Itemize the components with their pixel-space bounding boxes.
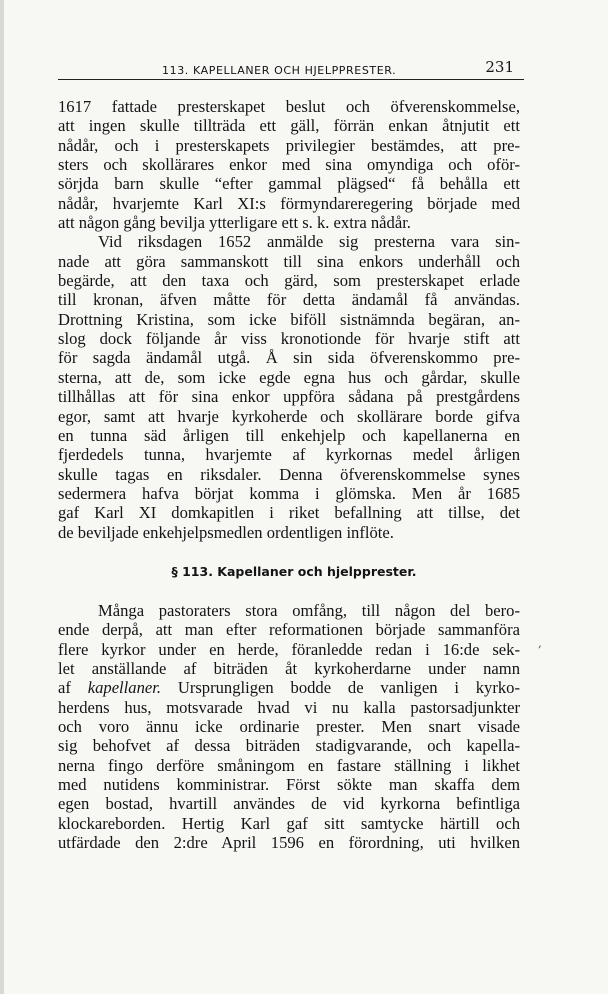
text-line: flere kyrkor under en herde, föranledde redan i 16:de sek- [58, 639, 520, 659]
text-line: gaf Karl XI domkapitlen i riket befallning att tillse, det [58, 503, 520, 523]
text-line: let anställande af biträden åt kyrkoherdarne under namn [58, 658, 520, 678]
text-line: att någon gång bevilja ytterligare ett s. k. extra nådår. [58, 213, 411, 233]
body-text [58, 97, 520, 852]
section-spacer [58, 582, 520, 601]
text-line: nade att göra sammanskott till sina enkors underhåll och [58, 251, 520, 271]
paragraph-kapellaner [58, 601, 520, 852]
text-line: tillhållas att för sina enkor uppföra sådana på prestgårdens [58, 387, 520, 407]
text-line: Många pastoraters stora omfång, till någon del bero- [98, 600, 520, 620]
text-line: slog dock följande år viss kronotionde för hvarje stift att [58, 329, 520, 349]
paragraph-enkor-nadar [58, 97, 520, 232]
text-line: nådår, hvarjemte Karl XI:s förmyndareregering började med [58, 193, 520, 213]
running-head: 113. KAPELLANER OCH HJELPPRESTER. [162, 64, 397, 77]
header-rule [58, 79, 524, 80]
text-line: utfärdade den 2:dre April 1596 en förordning, uti hvilken [58, 833, 520, 853]
text-line: sterna, att de, som icke egde egna hus och gårdar, skulle [58, 367, 520, 387]
text-line: sörjda barn skulle “efter gammal plägsed“ få behålla ett [58, 174, 520, 194]
text-line: sters och skollärares enkor med sina omyndiga och oför- [58, 155, 520, 175]
page-header [58, 58, 528, 80]
text-line: ende derpå, att man efter reformationen började sammanföra [58, 620, 520, 640]
text-line: egen bostad, hvartill användes de vid kyrkorna befintliga [58, 794, 520, 814]
text-line: sig behofvet af dessa biträden stadigvarande, och kapella- [58, 736, 520, 756]
page-edge-shadow [0, 0, 4, 994]
line-prefix: af [58, 678, 71, 698]
text-line: egor, samt att hvarje kyrkoherde och skollärare borde gifva [58, 406, 520, 426]
text-line: med nutidens komministrar. Först sökte man skaffa dem [58, 775, 520, 794]
text-line: skulle tagas en riksdaler. Denna öfverenskommelse synes [58, 464, 520, 484]
text-line: klockareborden. Hertig Karl gaf sitt samtycke härtill och [58, 813, 520, 833]
text-line: nerna fingo derföre småningom en fastare ställning i likhet [58, 755, 520, 775]
italic-term: kapellaner. [87, 678, 162, 698]
text-line: sedermera hafva börjat komma i glömska. Men år 1685 [58, 483, 520, 503]
paragraph-riksdagen-1652 [58, 232, 520, 542]
text-line: för sagda ändamål utgå. Å sin sida öfverenskommo pre- [58, 348, 520, 368]
page-number: 231 [485, 58, 514, 76]
text-line: och voro ännu icke ordinarie prester. Men snart visade [58, 716, 520, 736]
text-line: till kronan, äfven måtte för detta ändamål få användas. [58, 290, 520, 310]
section-spacer [58, 542, 520, 561]
text-line: 1617 fattade presterskapet beslut och öfverenskommelse, [58, 97, 520, 116]
text-line-with-italic [58, 678, 520, 697]
margin-mark: , [538, 636, 542, 650]
text-line: att ingen skulle tillträda ett gäll, förrän enkan åtnjutit ett [58, 116, 520, 136]
text-line: de beviljade enkehjelpsmedlen ordentligen inflöte. [58, 522, 394, 542]
text-line: Drottning Kristina, som icke biföll sistnämnda begäran, an- [58, 309, 520, 329]
text-line: begärde, att den taxa och gärd, som presterskapet erlade [58, 271, 520, 291]
text-line: nådår, och i presterskapets privilegier bestämdes, att pre- [58, 135, 520, 155]
text-line: en tunna säd årligen till enkehjelp och kapellanerna en [58, 425, 520, 445]
section-heading: § 113. Kapellaner och hjelpprester. [171, 563, 417, 579]
text-line: Vid riksdagen 1652 anmälde sig presterna vara sin- [98, 232, 520, 252]
text-line: herdens hus, motsvarade hvad vi nu kalla pastorsadjunkter [58, 697, 520, 717]
text-line: fjerdedels tunna, hvarjemte af kyrkornas medel årligen [58, 445, 520, 465]
line-suffix: Ursprungligen bodde de vanligen i kyrko- [177, 678, 520, 698]
